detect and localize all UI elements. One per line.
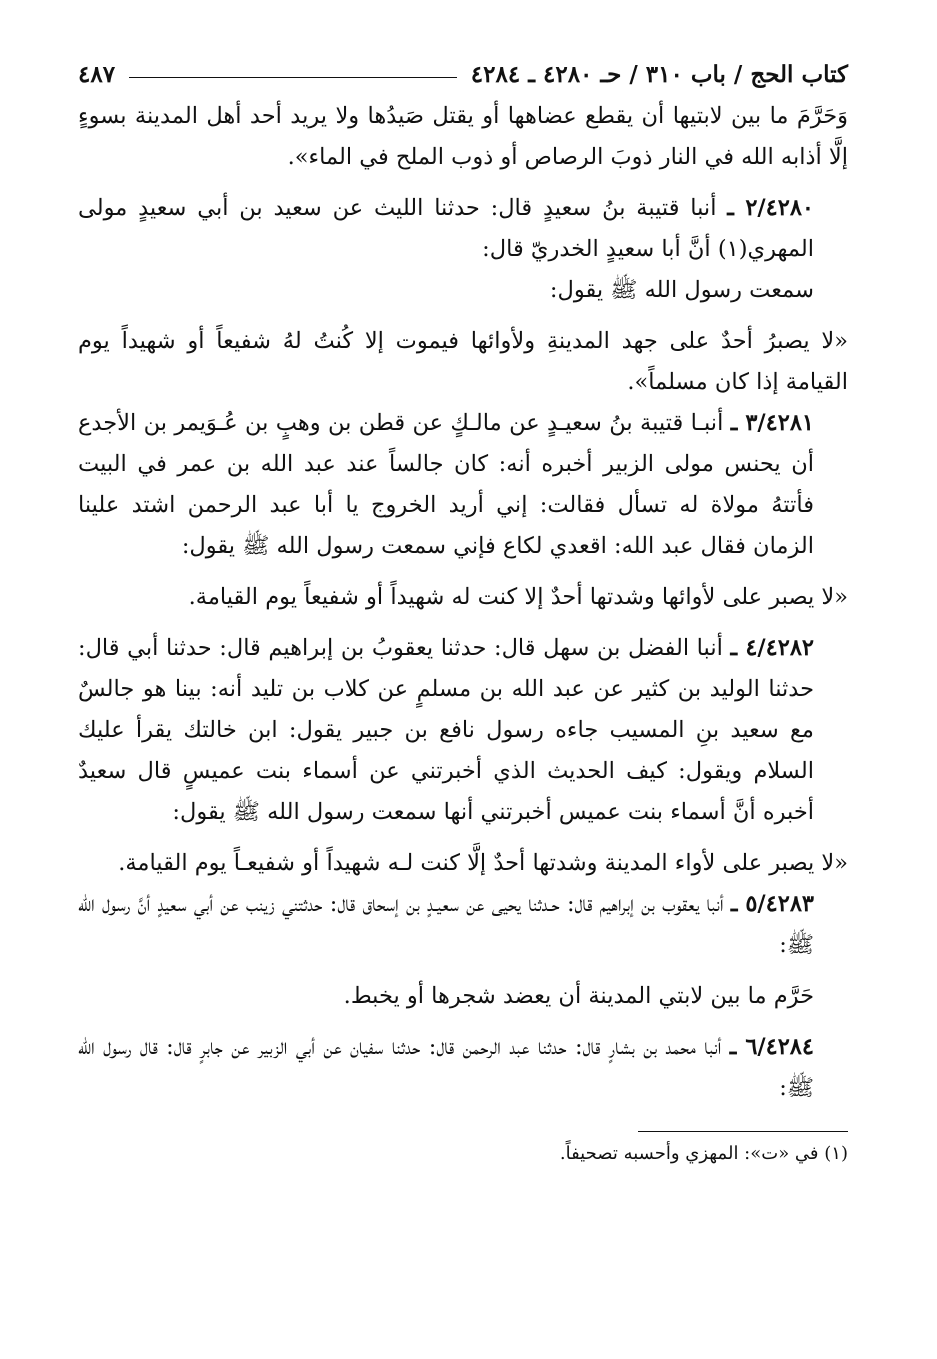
- header-title: كتاب الحج / باب ٣١٠ / حـ ٤٢٨٠ ـ ٤٢٨٤: [470, 60, 848, 88]
- hadith-number: ٥/٤٢٨٣ ـ: [730, 891, 814, 917]
- hadith-number: ٤/٤٢٨٢ ـ: [730, 635, 814, 661]
- running-header: [78, 52, 848, 96]
- paragraph-text: «لا يصبرُ أحدٌ على جهد المدينةِ ولأوائها فيموت إلا كُنتُ لهُ شفيعاً أو شهيداً يوم القيامة إذا كان مسلماً».: [78, 328, 848, 395]
- paragraph: [78, 628, 848, 833]
- page: [78, 52, 848, 1168]
- paragraph-text: أنبا الفضل بن سهل قال: حدثنا يعقوبُ بن إبراهيم قال: حدثنا أبي قال: حدثنا الوليد بن كثير عن عبد الله بن مسلمٍ عن كلاب بن تليد أنه: بينا هو جالسٌ مع سعيد بنِ المسيب جاءه رسول نافع بن جبير يقول: ابن خالتك يقرأ عليك السلام ويقول: كيف الحديث الذي أخبرتني عن أسماء بنت عميسٍ قال سعيدٌ أخبره أنَّ أسماء بنت عميس أخبرتني أنها سمعت رسول الله ﷺ يقول:: [78, 635, 814, 825]
- paragraph: [78, 884, 848, 966]
- paragraph-text: «لا يصبر على لأواء المدينة وشدتها أحدٌ إلَّا كنت لـه شهيداً أو شفيعـاً يوم القيامة.: [118, 850, 848, 876]
- paragraph-text: وَحَرَّمَ ما بين لابتيها أن يقطع عضاهها أو يقتل صَيدُها ولا يريد أحد أهل المدينة بسوءٍ إلَّا أذابه الله في النار ذوبَ الرصاص أو ذوب الملح في الماء».: [78, 103, 848, 170]
- header-rule: [129, 77, 457, 78]
- paragraph-text: حَرَّم ما بين لابتي المدينة أن يعضد شجرها أو يخبط.: [343, 983, 814, 1009]
- hadith-number: ٢/٤٢٨٠ ـ: [727, 195, 814, 221]
- footnote: (١) في «ت»: المهزي وأحسبه تصحيفاً.: [559, 1143, 848, 1164]
- page-number: ٤٨٧: [78, 60, 116, 88]
- body-text: [78, 96, 848, 1109]
- paragraph: [78, 843, 848, 884]
- hadith-number: ٣/٤٢٨١ ـ: [730, 410, 814, 436]
- paragraph-text: «لا يصبر على لأوائها وشدتها أحدٌ إلا كنت له شهيداً أو شفيعاً يوم القيامة.: [188, 584, 848, 610]
- paragraph: [78, 96, 848, 178]
- paragraph-text: أنبا محمد بن بشارٍ قال: حدثنا عبد الرحمن قال: حدثنا سفيان عن أبي الزبير عن جابرٍ قال: قال رسول الله ﷺ:: [78, 1034, 814, 1101]
- paragraph-text: أنبا قتيبة بنُ سعيدٍ قال: حدثنا الليث عن سعيد بن أبي سعيدٍ مولى المهري(١) أنَّ أبا سعيدٍ الخدريّ قال:: [78, 195, 814, 262]
- paragraph: [78, 577, 848, 618]
- paragraph: [78, 1027, 848, 1109]
- paragraph: [78, 270, 848, 311]
- footnote-separator: [638, 1131, 848, 1132]
- paragraph: [78, 321, 848, 403]
- paragraph-text: أنبا يعقوب بن إبراهيم قال: حـدثنا يحيى عن سعيـدٍ بن إسحاق قال: حدثتني زينب عن أبي سعيدٍ أنَّ رسول الله ﷺ:: [78, 891, 814, 958]
- paragraph-text: سمعت رسول الله ﷺ يقول:: [549, 277, 814, 303]
- hadith-number: ٦/٤٢٨٤ ـ: [729, 1034, 814, 1060]
- paragraph: [78, 188, 848, 270]
- paragraph: [78, 976, 848, 1017]
- paragraph: [78, 403, 848, 567]
- paragraph-text: أنبـا قتيبة بنُ سعيـدٍ عن مالـكٍ عن قطن بن وهبٍ بن عُـوَيمر بن الأجدع أن يحنس مولى الزبير أخبره أنه: كان جالساً عند عبد الله بن عمر في البيت فأتتهُ مولاة له تسأل فقالت: إني أريد الخروج يا أبا عبد الرحمن اشتد علينا الزمان فقال عبد الله: اقعدي لكاع فإني سمعت رسول الله ﷺ يقول:: [78, 410, 814, 559]
